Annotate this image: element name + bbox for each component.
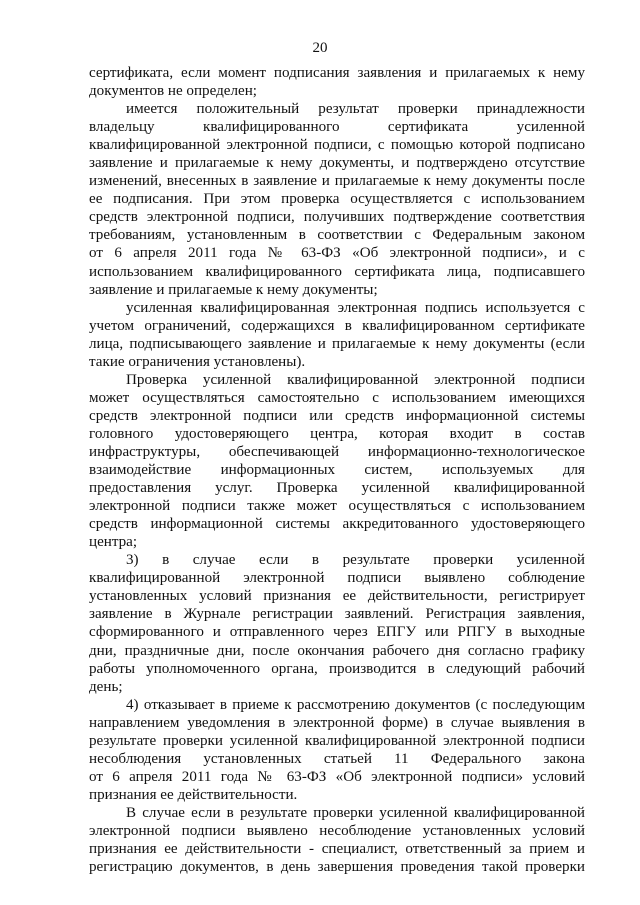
text-line: использованием квалифицированного сертификата лица, подписавшего xyxy=(89,263,585,280)
text-line: документов не определен; xyxy=(89,83,257,100)
text-line: средств электронной подписи или средств информационной системы xyxy=(89,407,585,424)
text-line: заявление в Журнале регистрации заявлений. Регистрация заявления, xyxy=(89,606,585,623)
text-line: заявление и прилагаемые к нему документы; xyxy=(89,281,378,298)
text-line: учетом ограничений, содержащихся в квалифицированном сертификате xyxy=(89,317,585,334)
text-line: 3) в случае если в результате проверки усиленной xyxy=(126,552,585,569)
text-line: день; xyxy=(89,678,123,695)
text-line: установленных условий признания ее действительности, регистрирует xyxy=(89,588,585,605)
text-line: сформированного и отправленного через ЕПГУ или РПГУ в выходные xyxy=(89,624,585,641)
text-line: средств электронной подписи, получивших подтверждение соответствия xyxy=(89,209,585,226)
text-line: сертификата, если момент подписания заявления и прилагаемых к нему xyxy=(89,65,585,81)
text-line: направлением уведомления в электронной форме) в случае выявления в xyxy=(89,714,585,731)
text-line: результате проверки усиленной квалифицированной электронной подписи xyxy=(89,732,585,749)
text-line: усиленная квалифицированная электронная подпись используется с xyxy=(126,299,585,316)
text-line: требованиям, установленным в соответствии с Федеральным законом xyxy=(89,227,585,244)
text-line: электронной подписи выявлено несоблюдение установленных условий xyxy=(89,822,585,839)
page-number: 20 xyxy=(312,40,328,56)
text-line: заявление и прилагаемые к нему документы, и подтверждено отсутствие xyxy=(89,155,585,172)
text-line: Проверка усиленной квалифицированной электронной подписи xyxy=(126,371,585,388)
text-line: предоставления услуг. Проверка усиленной квалифицированной xyxy=(89,480,585,497)
text-line: изменений, внесенных в заявление и прилагаемые к нему документы после xyxy=(89,173,585,190)
text-line: взаимодействие информационных систем, используемых для xyxy=(89,462,585,479)
text-line: признания ее действительности - специалист, ответственный за прием и xyxy=(89,841,585,858)
body-text xyxy=(89,64,585,876)
text-line: несоблюдения установленных статьей 11 Федерального закона xyxy=(89,750,585,767)
text-line: имеется положительный результат проверки принадлежности xyxy=(126,101,585,118)
text-line: В случае если в результате проверки усиленной квалифицированной xyxy=(126,804,585,821)
text-line: от 6 апреля 2011 года № 63-ФЗ «Об электронной подписи» условий xyxy=(89,768,585,785)
text-line: ее подписания. При этом проверка осуществляется с использованием xyxy=(89,191,585,208)
text-line: такие ограничения установлены). xyxy=(89,353,306,370)
text-line: инфраструктуры, обеспечивающей информационно-технологическое xyxy=(89,443,585,460)
text-line: работы уполномоченного органа, производится в следующий рабочий xyxy=(89,660,585,677)
text-line: регистрацию документов, в день завершения проведения такой проверки xyxy=(89,859,585,876)
text-line: квалифицированной электронной подписи, с помощью которой подписано xyxy=(89,137,585,154)
text-line: головного удостоверяющего центра, которая входит в состав xyxy=(89,425,585,442)
text-line: центра; xyxy=(89,534,138,551)
text-line: 4) отказывает в приеме к рассмотрению документов (с последующим xyxy=(126,696,585,713)
text-line: владельцу квалифицированного сертификата усиленной xyxy=(89,119,585,136)
text-line: дни, праздничные дни, после окончания рабочего дня согласно графику xyxy=(89,642,585,659)
text-line: электронной подписи также может осуществляться с использованием xyxy=(89,498,585,515)
text-line: может осуществляться самостоятельно с использованием имеющихся xyxy=(89,389,585,406)
text-line: квалифицированной электронной подписи выявлено соблюдение xyxy=(89,570,585,587)
text-line: признания ее действительности. xyxy=(89,786,298,803)
text-line: средств информационной системы аккредитованного удостоверяющего xyxy=(89,516,585,533)
text-line: лица, подписывающего заявление и прилагаемые к нему документы (если xyxy=(89,335,585,352)
text-line: от 6 апреля 2011 года № 63-ФЗ «Об электронной подписи», и с xyxy=(89,245,585,262)
